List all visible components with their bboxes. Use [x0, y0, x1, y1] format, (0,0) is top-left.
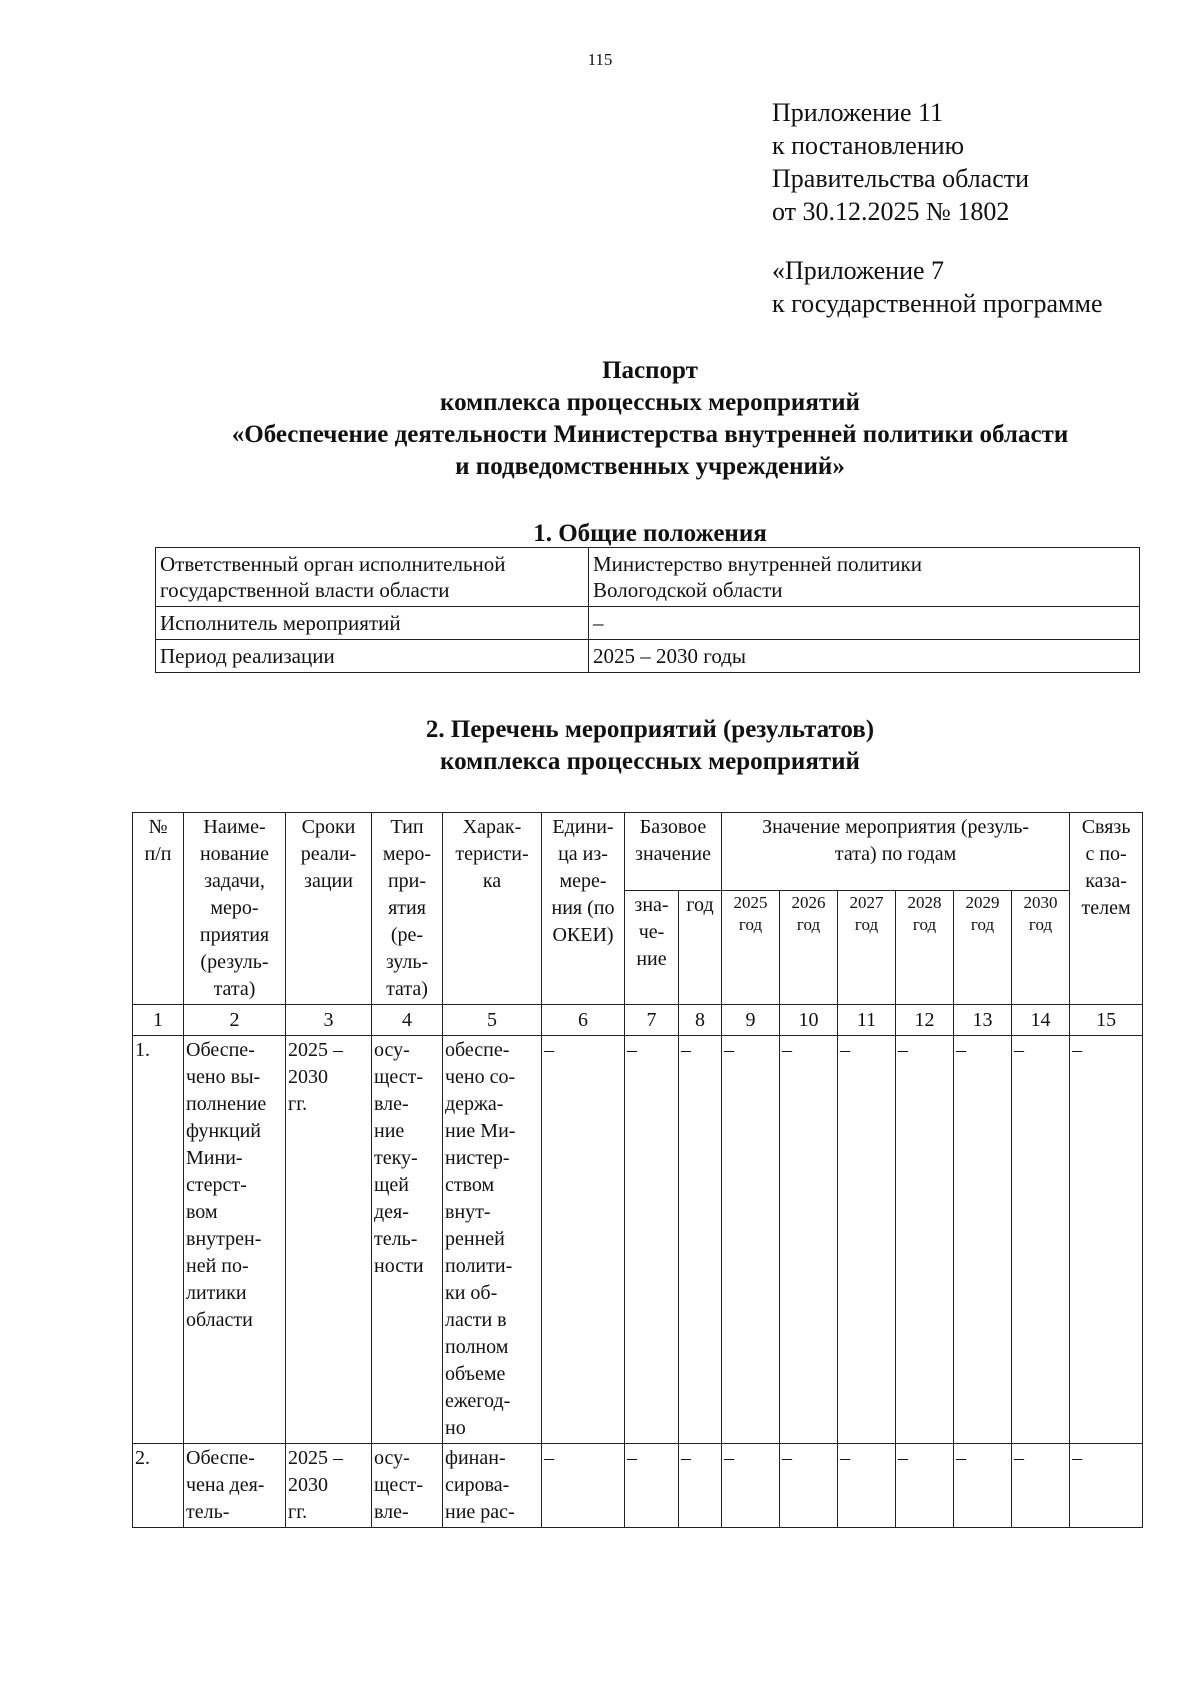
appendix-line: Правительства области	[772, 164, 1030, 193]
cell-base-value: –	[625, 1444, 679, 1528]
table-row	[156, 548, 1140, 607]
cell-2027: –	[838, 1444, 896, 1528]
header-base-year: год	[679, 890, 722, 1004]
cell-unit: –	[542, 1444, 625, 1528]
column-number: 13	[954, 1005, 1012, 1036]
cell-2026: –	[780, 1444, 838, 1528]
spacer	[772, 228, 1103, 254]
cell-characteristic: финан- сирова- ние рас-	[443, 1444, 542, 1528]
header-characteristic: Харак- теристи- ка	[443, 813, 542, 1005]
cell-link: –	[1070, 1444, 1143, 1528]
column-number: 9	[722, 1005, 780, 1036]
cell-terms: 2025 – 2030 гг.	[286, 1036, 372, 1444]
header-values: Значение мероприятия (резуль- тата) по годам	[722, 813, 1070, 891]
cell-characteristic: обеспе- чено со- держа- ние Ми- нистер- ством внут- ренней полити- ки об- ласти в полном объеме ежегод- но	[443, 1036, 542, 1444]
header-year: 2026 год	[780, 890, 838, 1004]
header-terms: Сроки реали- зации	[286, 813, 372, 1005]
title-line: комплекса процессных мероприятий	[440, 748, 860, 775]
cell-base-year: –	[679, 1036, 722, 1444]
table-row	[156, 640, 1140, 673]
header-unit: Едини- ца из- мере- ния (по ОКЕИ)	[542, 813, 625, 1005]
cell-name: Обеспе- чена дея- тель-	[184, 1444, 286, 1528]
title-line: и подведомственных учреждений»	[455, 453, 845, 480]
cell-terms: 2025 – 2030 гг.	[286, 1444, 372, 1528]
cell-unit: –	[542, 1036, 625, 1444]
table-row	[156, 607, 1140, 640]
cell-base-year: –	[679, 1444, 722, 1528]
row-label: Период реализации	[156, 640, 589, 673]
cell-2030: –	[1012, 1444, 1070, 1528]
table-row	[133, 1444, 1143, 1528]
cell-base-value: –	[625, 1036, 679, 1444]
header-row	[133, 813, 1143, 891]
appendix-line: Приложение 11	[772, 98, 944, 127]
row-value: –	[589, 607, 1140, 640]
header-year: 2025 год	[722, 890, 780, 1004]
cell-2027: –	[838, 1036, 896, 1444]
document-title	[100, 355, 1200, 483]
cell-type: осу- щест- вле-	[372, 1444, 443, 1528]
appendix-line: к государственной программе	[772, 289, 1103, 318]
table-row	[133, 1036, 1143, 1444]
column-number: 1	[133, 1005, 184, 1036]
header-year: 2029 год	[954, 890, 1012, 1004]
appendix-line: «Приложение 7	[772, 256, 945, 285]
column-number: 4	[372, 1005, 443, 1036]
cell-2025: –	[722, 1444, 780, 1528]
header-type: Тип меро- при- ятия (ре- зуль- тата)	[372, 813, 443, 1005]
row-value: 2025 – 2030 годы	[589, 640, 1140, 673]
general-provisions-table	[155, 547, 1140, 673]
section2-title	[100, 714, 1200, 778]
title-line: комплекса процессных мероприятий	[440, 389, 860, 416]
header-year: 2027 год	[838, 890, 896, 1004]
cell-2030: –	[1012, 1036, 1070, 1444]
section1-title: 1. Общие положения	[533, 520, 767, 547]
appendix-line: от 30.12.2025 № 1802	[772, 197, 1010, 226]
column-number: 6	[542, 1005, 625, 1036]
column-number: 10	[780, 1005, 838, 1036]
column-number: 3	[286, 1005, 372, 1036]
appendix-line: к постановлению	[772, 131, 965, 160]
header-base: Базовое значение	[625, 813, 722, 891]
header-name: Наиме- нование задачи, меро- приятия (резуль- тата)	[184, 813, 286, 1005]
cell-num: 1.	[133, 1036, 184, 1444]
header-num: № п/п	[133, 813, 184, 1005]
cell-2026: –	[780, 1036, 838, 1444]
measures-table	[132, 812, 1143, 1528]
cell-link: –	[1070, 1036, 1143, 1444]
cell-2029: –	[954, 1444, 1012, 1528]
column-number: 5	[443, 1005, 542, 1036]
row-value: Министерство внутренней политики Вологодской области	[589, 548, 1140, 607]
cell-2029: –	[954, 1036, 1012, 1444]
cell-2028: –	[896, 1036, 954, 1444]
column-number: 15	[1070, 1005, 1143, 1036]
title-line: 2. Перечень мероприятий (результатов)	[425, 716, 875, 743]
title-line: «Обеспечение деятельности Министерства внутренней политики области	[231, 421, 1069, 448]
cell-type: осу- щест- вле- ние теку- щей дея- тель- ности	[372, 1036, 443, 1444]
header-base-value: зна- че- ние	[625, 890, 679, 1004]
column-number-row	[133, 1005, 1143, 1036]
column-number: 14	[1012, 1005, 1070, 1036]
row-label: Исполнитель мероприятий	[156, 607, 589, 640]
appendix-note	[772, 96, 1103, 320]
column-number: 7	[625, 1005, 679, 1036]
column-number: 2	[184, 1005, 286, 1036]
cell-2028: –	[896, 1444, 954, 1528]
row-label: Ответственный орган исполнительной государственной власти области	[156, 548, 589, 607]
cell-2025: –	[722, 1036, 780, 1444]
cell-num: 2.	[133, 1444, 184, 1528]
column-number: 8	[679, 1005, 722, 1036]
column-number: 11	[838, 1005, 896, 1036]
header-year: 2028 год	[896, 890, 954, 1004]
page-number: 115	[587, 50, 613, 69]
column-number: 12	[896, 1005, 954, 1036]
header-link: Связь с по- каза- телем	[1070, 813, 1143, 1005]
header-year: 2030 год	[1012, 890, 1070, 1004]
cell-name: Обеспе- чено вы- полнение функций Мини- стерст- вом внутрен- ней по- литики области	[184, 1036, 286, 1444]
title-line: Паспорт	[602, 357, 698, 384]
